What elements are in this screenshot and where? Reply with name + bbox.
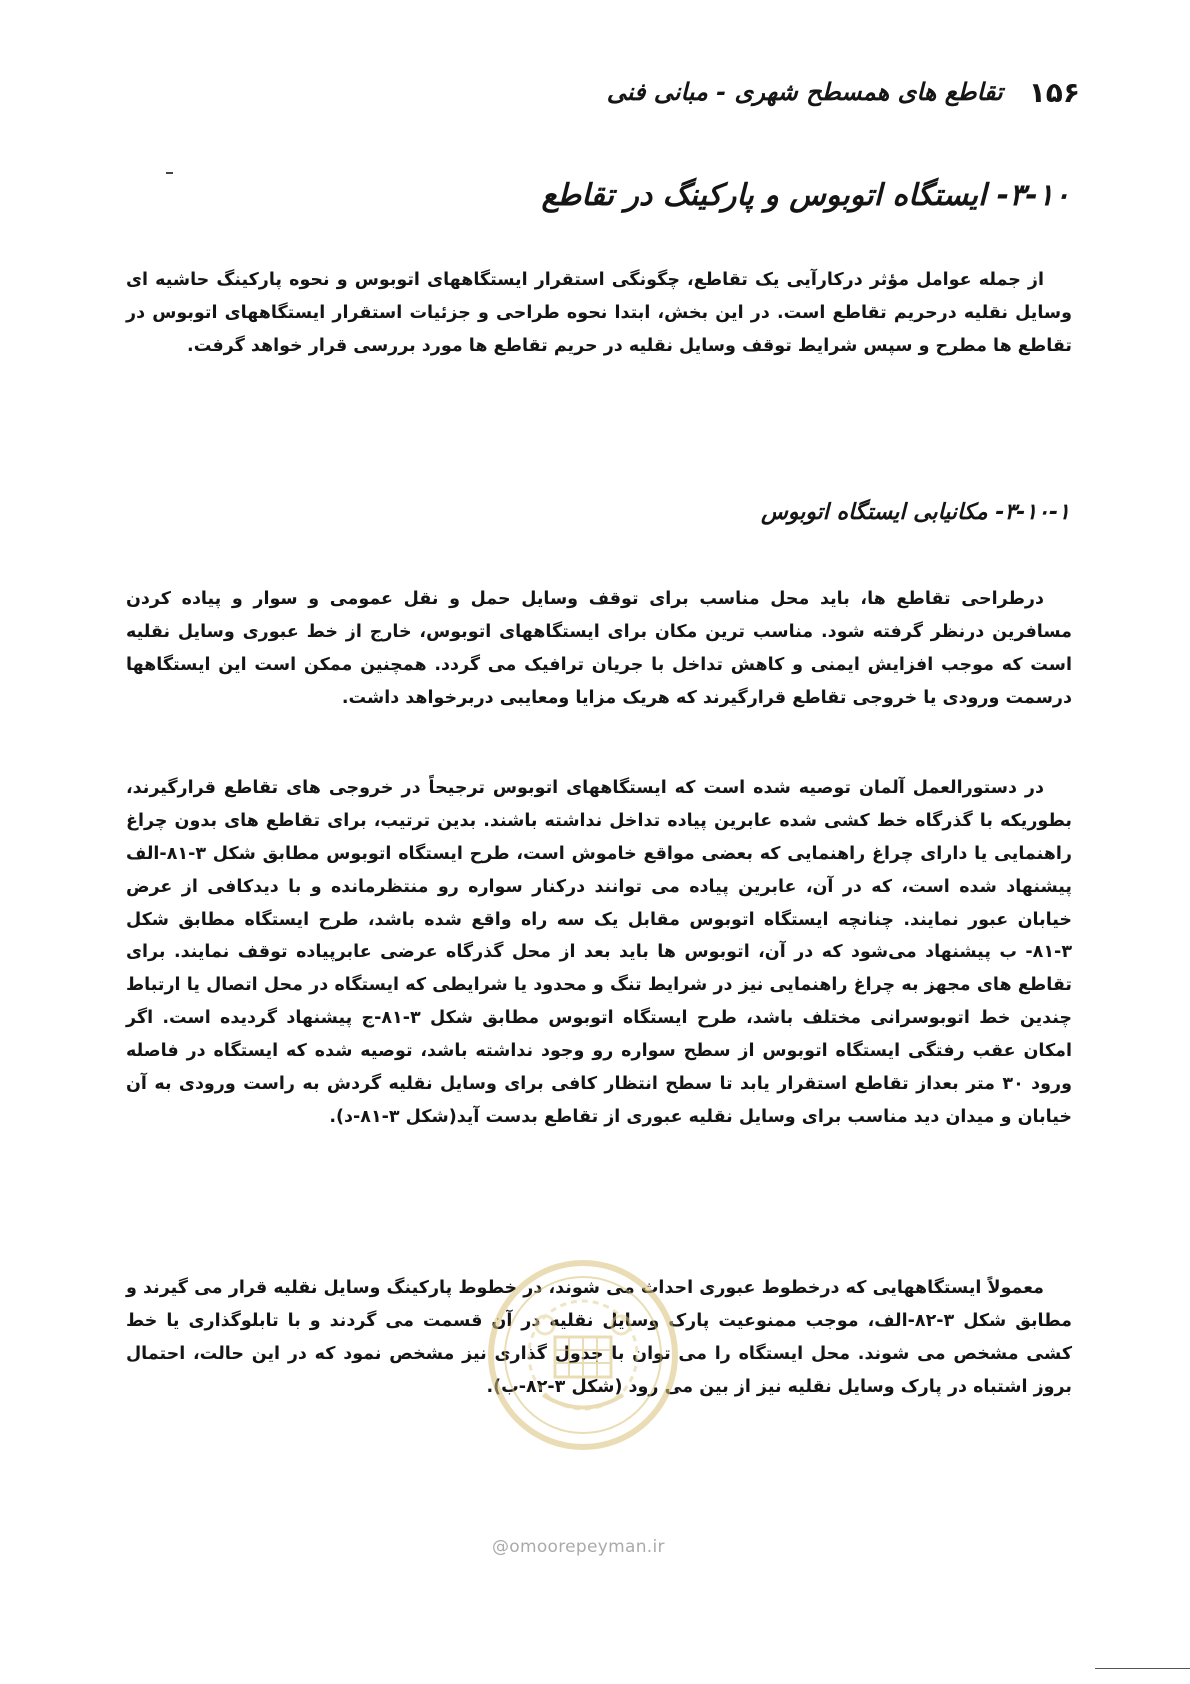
watermark-site: @omoorepeyman.ir bbox=[492, 1537, 665, 1557]
body-paragraph: معمولاً ایستگاههایی که درخطوط عبوری احداث می شوند، در خطوط پارکینگ وسایل نقلیه قرار می گیرند و مطابق شکل ۳-۸۲-الف، موجب ممنوعیت پارک وسایل نقلیه در آن قسمت می گردند و با تابلوگذاری یا خط کشی مشخص می شوند. محل ایستگاه را می توان با جدول گذاری نیز مشخص نمود که در این حالت، احتمال بروز اشتباه در پارک وسایل نقلیه نیز از بین می رود (شکل ۳-۸۲-ب). bbox=[126, 1278, 1072, 1397]
watermark-seal-icon bbox=[483, 1255, 683, 1455]
intro-paragraph: از جمله عوامل مؤثر درکارآیی یک تقاطع، چگونگی استقرار ایستگاههای اتوبوس و نحوه پارکینگ حاشیه ای وسایل نقلیه درحریم تقاطع است. در این بخش، ابتدا نحوه طراحی و جزئیات استقرار ایستگاههای اتوبوس در تقاطع ها مطرح و سپس شرایط توقف وسایل نقلیه در حریم تقاطع ها مورد بررسی قرار خواهد گرفت. bbox=[126, 270, 1072, 356]
page-header bbox=[560, 70, 1080, 114]
body-paragraph: در دستورالعمل آلمان توصیه شده است که ایستگاههای اتوبوس ترجیحاً در خروجی های تقاطع قرارگیرند، بطوریکه با گذرگاه خط کشی شده عابرین پیاده تداخل نداشته باشند. بدین ترتیب، برای تقاطع های بدون چراغ راهنمایی یا دارای چراغ راهنمایی که بعضی مواقع خاموش است، طرح ایستگاه اتوبوس مطابق شکل ۳-۸۱-الف پیشنهاد شده است، که در آن، عابرین پیاده می توانند درکنار سواره رو منتظرمانده و با دیدکافی از عرض خیابان عبور نمایند. چنانچه ایستگاه اتوبوس مقابل یک سه راه واقع شده باشد، طرح ایستگاه مطابق شکل ۳-۸۱- ب پیشنهاد می‌شود که در آن، اتوبوس ها باید بعد از محل گذرگاه عرضی عابرپیاده توقف نمایند. برای تقاطع های مجهز به چراغ راهنمایی نیز در شرایط تنگ و محدود یا شرایطی که ایستگاه در محل اتصال یا ارتباط چندین خط اتوبوسرانی مختلف باشد، طرح ایستگاه اتوبوس مطابق شکل ۳-۸۱-ج پیشنهاد گردیده است. اگر امکان عقب رفتگی ایستگاه اتوبوس از سطح سواره رو وجود نداشته باشد، توصیه شده که ایستگاه در فاصله ورود ۳۰ متر بعداز تقاطع استقرار یابد تا سطح انتظار کافی برای وسایل نقلیه گردش به راست ورودی به آن خیابان و میدان دید مناسب برای وسایل نقلیه عبوری از تقاطع بدست آید(شکل ۳-۸۱-د). bbox=[126, 778, 1073, 1127]
page-number: ۱۵۶ bbox=[1028, 75, 1080, 109]
scan-mark bbox=[166, 172, 173, 174]
body-paragraph: درطراحی تقاطع ها، باید محل مناسب برای توقف وسایل حمل و نقل عمومی و سوار و پیاده کردن مسافرین درنظر گرفته شود. مناسب ترین مکان برای ایستگاههای اتوبوس، خارج از خط عبوری وسایل نقلیه است که موجب افزایش ایمنی و کاهش تداخل با جریان ترافیک می گردد. همچنین ممکن است این ایستگاهها درسمت ورودی یا خروجی تقاطع قرارگیرند که هریک مزایا ومعایبی دربرخواهد داشت. bbox=[126, 589, 1072, 708]
footer-rule bbox=[1095, 1668, 1190, 1669]
section-heading: ۳-۱۰- ایستگاه اتوبوس و پارکینگ در تقاطع bbox=[541, 178, 1070, 213]
running-title: تقاطع های همسطح شهری - مبانی فنی bbox=[606, 78, 1003, 106]
subsection-heading: ۳-۱۰-۱- مکانیابی ایستگاه اتوبوس bbox=[760, 500, 1070, 525]
